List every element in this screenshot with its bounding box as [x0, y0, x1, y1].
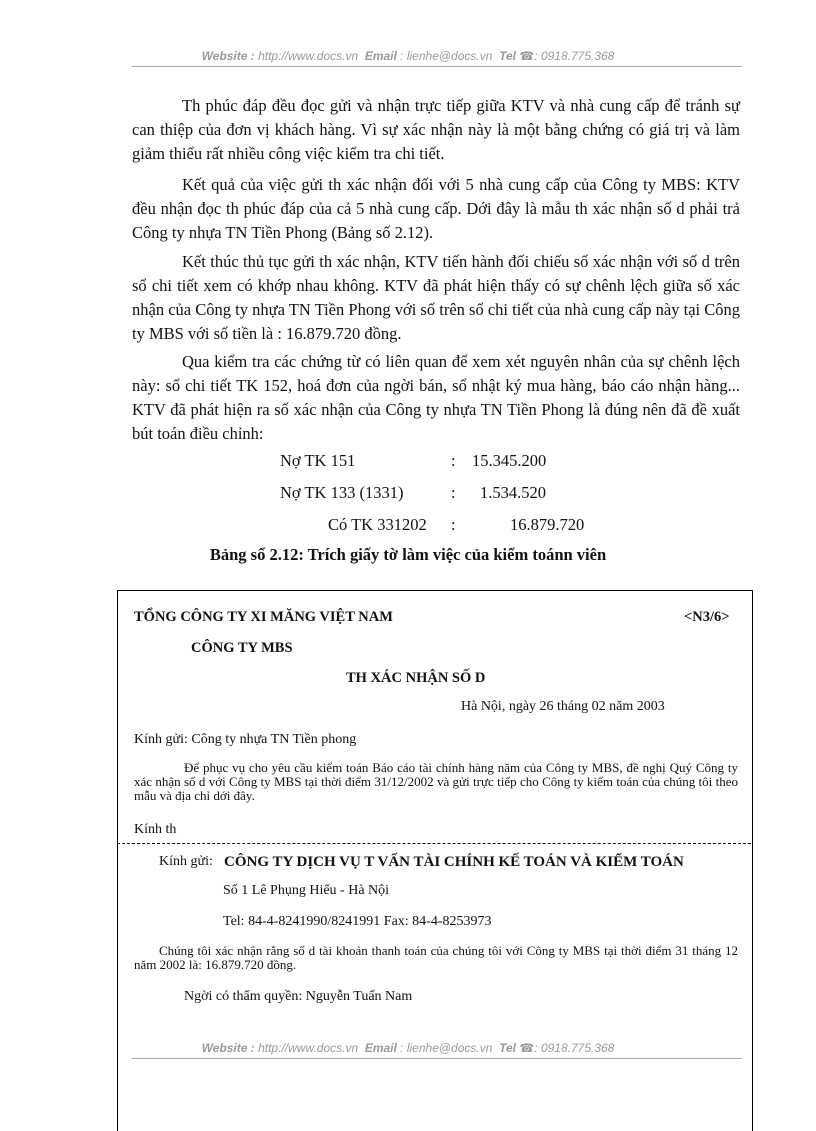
- website-url[interactable]: http://www.docs.vn: [258, 1041, 359, 1055]
- letter-date: Hà Nội, ngày 26 tháng 02 năm 2003: [461, 699, 665, 714]
- letter-recipient: Kính gửi: Công ty nhựa TN Tiền phong: [134, 732, 357, 747]
- email-value[interactable]: : lienhe@docs.vn: [400, 1041, 493, 1055]
- website-label: Website :: [201, 49, 255, 63]
- tel-label: Tel: [499, 49, 516, 63]
- body-paragraph: Kết quả của việc gửi th xác nhận đối với 5 nhà cung cấp của Công ty MBS: KTV đều nhận đọc th phúc đáp của cả 5 nhà cung cấp. Dới đây là mẫu th xác nhận số d phải trả Công ty nhựa TN Tiền Phong (Bảng số 2.12).: [132, 175, 740, 242]
- email-label: Email: [364, 1041, 397, 1055]
- email-value[interactable]: : lienhe@docs.vn: [400, 49, 493, 63]
- letter-closing: Kính th: [134, 822, 177, 837]
- phone-icon: ☎: [519, 49, 535, 63]
- website-url[interactable]: http://www.docs.vn: [258, 49, 359, 63]
- tel-label: Tel: [499, 1041, 516, 1055]
- tel-value: : 0918.775.368: [534, 1041, 615, 1055]
- entry-sep: :: [451, 451, 456, 470]
- confirmation-text: Chúng tôi xác nhận rằng số d tài khoản thanh toán của chúng tôi với Công ty MBS tại thời điểm 31 tháng 12 năm 2002 là: 16.879.720 đồng.: [134, 943, 738, 972]
- entry-account: Nợ TK 133 (1331): [280, 483, 404, 502]
- page-footer: [0, 1041, 816, 1055]
- company-name: CÔNG TY MBS: [191, 640, 293, 656]
- website-label: Website :: [201, 1041, 255, 1055]
- entry-account: Nợ TK 151: [280, 451, 356, 470]
- entry-amount: 16.879.720: [510, 515, 585, 534]
- reply-to-label: Kính gửi:: [159, 854, 213, 869]
- entry-amount: 1.534.520: [480, 483, 546, 502]
- entry-amount: 15.345.200: [472, 451, 547, 470]
- letter-title: TH XÁC NHẬN SỐ D: [346, 670, 486, 686]
- company-group: TỔNG CÔNG TY XI MĂNG VIỆT NAM: [134, 609, 393, 625]
- signer-line: Ngời có thẩm quyền: Nguyễn Tuấn Nam: [184, 989, 413, 1004]
- body-paragraph: Qua kiểm tra các chứng từ có liên quan để xem xét nguyên nhân của sự chênh lệch này: sổ chi tiết TK 152, hoá đơn của ngời bán, sổ nhật ký mua hàng, báo cáo nhận hàng... KTV đã phát hiện ra số xác nhận của Công ty nhựa TN Tiền Phong là đúng nên đã đề xuất bút toán điều chỉnh:: [132, 352, 740, 443]
- dashed-separator: [117, 843, 751, 844]
- body-paragraph: Th phúc đáp đều đọc gửi và nhận trực tiếp giữa KTV và nhà cung cấp để tránh sự can thiệp của đơn vị khách hàng. Vì sự xác nhận này là một bằng chứng có giá trị và làm giảm thiểu rất nhiều công việc kiểm tra chi tiết.: [132, 96, 740, 163]
- reply-to-name: CÔNG TY DỊCH VỤ T VẤN TÀI CHÍNH KẾ TOÁN VÀ KIỂM TOÁN: [224, 854, 684, 870]
- entry-account: Có TK 331202: [328, 515, 427, 534]
- reply-address: Số 1 Lê Phụng Hiểu - Hà Nội: [223, 883, 390, 898]
- entry-sep: :: [451, 483, 456, 502]
- body-paragraph: Kết thúc thủ tục gửi th xác nhận, KTV tiến hành đối chiếu số xác nhận với số d trên sổ chi tiết xem có khớp nhau không. KTV đã phát hiện thấy có sự chênh lệch giữa số xác nhận của Công ty nhựa TN Tiền Phong với số trên sổ chi tiết của nhà cung cấp này tại Công ty MBS với số tiền là : 16.879.720 đồng.: [132, 252, 740, 343]
- letter-request: Để phục vụ cho yêu cầu kiểm toán Báo cáo tài chính hàng năm của Công ty MBS, đề nghị Quý Công ty xác nhận số d với Công ty MBS tại thời điểm 31/12/2002 và gửi trực tiếp cho Công ty kiểm toán của chúng tôi theo mẫu và địa chỉ dới đây.: [134, 760, 738, 803]
- email-label: Email: [364, 49, 397, 63]
- phone-icon: ☎: [519, 1041, 535, 1055]
- footer-divider: [132, 1058, 742, 1059]
- table-caption: Bảng số 2.12: Trích giấy tờ làm việc của kiểm toánn viên: [209, 545, 607, 564]
- reply-phone: Tel: 84-4-8241990/8241991 Fax: 84-4-8253973: [223, 914, 492, 929]
- ref-code: <N3/6>: [684, 609, 730, 625]
- tel-value: : 0918.775.368: [534, 49, 615, 63]
- header-divider: [132, 66, 742, 67]
- page-header: [0, 49, 816, 63]
- entry-sep: :: [451, 515, 456, 534]
